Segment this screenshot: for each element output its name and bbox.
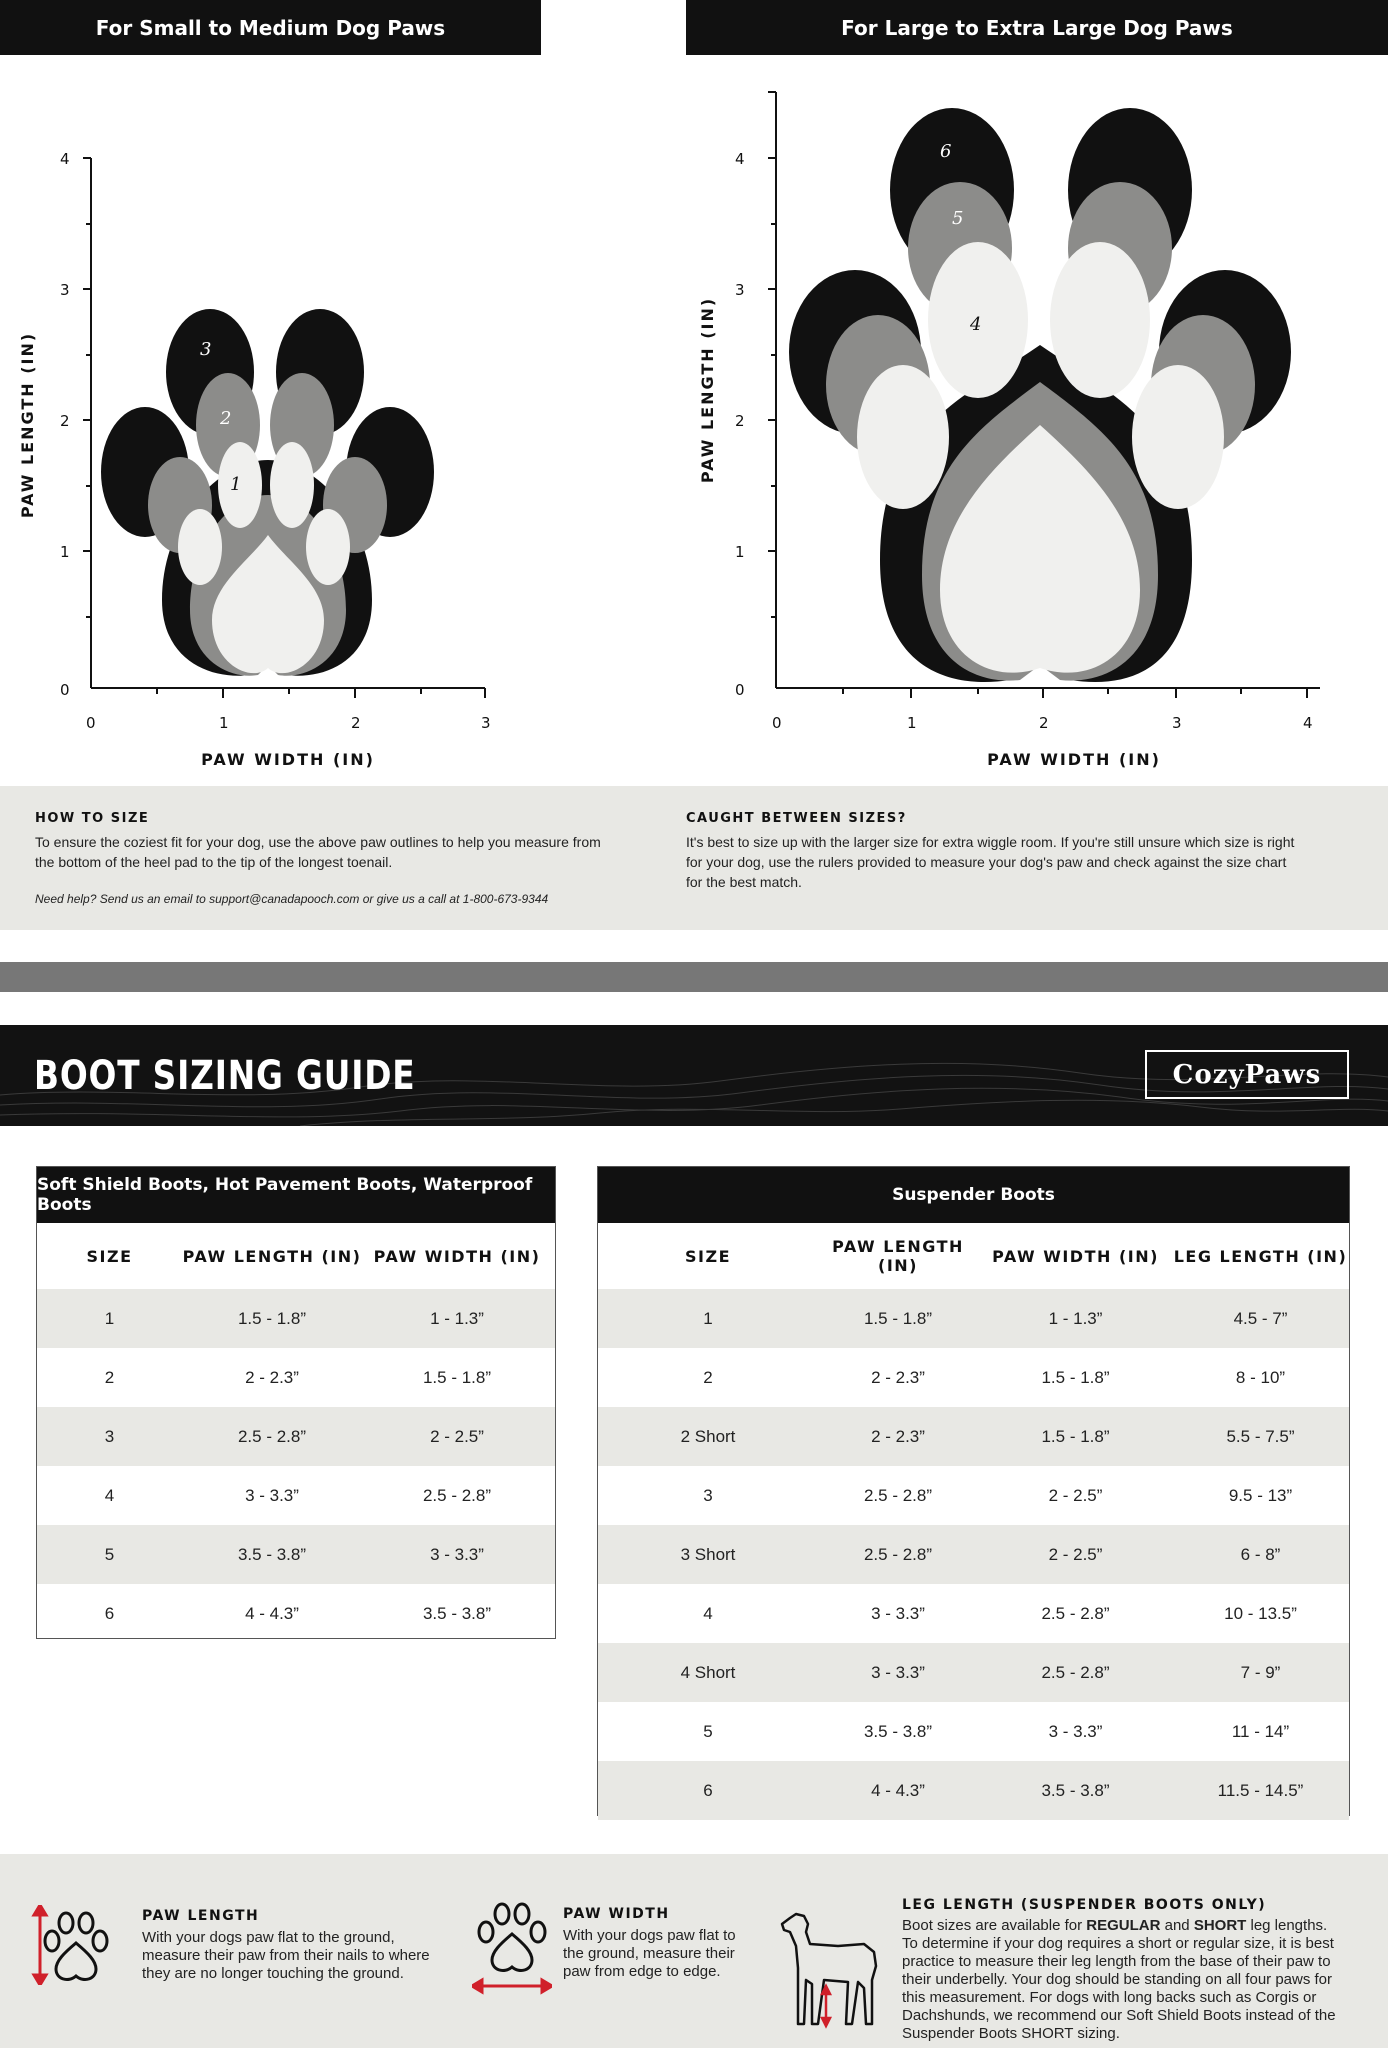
toe-outer-left-1 bbox=[178, 509, 222, 585]
leg-length-line2: practice to measure their leg length from the base of their paw to bbox=[902, 1953, 1331, 1970]
column-header: SIZE bbox=[86, 1246, 133, 1266]
paw-width-cell: 1.5 - 1.8” bbox=[1041, 1367, 1110, 1387]
paw-width-cell: 3 - 3.3” bbox=[1048, 1721, 1103, 1741]
column-header: LEG LENGTH (IN) bbox=[1173, 1246, 1348, 1266]
x-tick-label: 3 bbox=[1172, 714, 1182, 732]
table-row bbox=[598, 1584, 1349, 1643]
y-axis-title: PAW LENGTH (IN) bbox=[18, 331, 37, 519]
paw-length-heading: PAW LENGTH bbox=[142, 1908, 260, 1924]
paw-width-line3: paw from edge to edge. bbox=[563, 1963, 721, 1980]
brand-name: CozyPaws bbox=[1172, 1059, 1322, 1090]
paw-length-cell: 1.5 - 1.8” bbox=[863, 1308, 933, 1328]
table-row bbox=[598, 1407, 1349, 1466]
leg-length-line4: this measurement. For dogs with long backs such as Corgis or bbox=[902, 1989, 1317, 2006]
paw-width-cell: 2.5 - 2.8” bbox=[1041, 1662, 1110, 1682]
table-row bbox=[598, 1348, 1349, 1407]
size-label-6: 6 bbox=[940, 141, 952, 162]
leg-length-intro-end: leg lengths. bbox=[1246, 1917, 1328, 1934]
large-paw-outlines bbox=[789, 108, 1291, 682]
leg-length-cell: 6 - 8” bbox=[1240, 1544, 1281, 1564]
leg-length-cell: 5.5 - 7.5” bbox=[1226, 1426, 1295, 1446]
table-row bbox=[598, 1289, 1349, 1348]
paw-width-cell: 2.5 - 2.8” bbox=[422, 1485, 492, 1505]
paw-length-cell: 3 - 3.3” bbox=[871, 1662, 925, 1682]
column-header: PAW WIDTH (IN) bbox=[992, 1246, 1159, 1266]
size-label-5: 5 bbox=[952, 208, 964, 229]
size-cell: 2 Short bbox=[680, 1426, 736, 1446]
size-label-2: 2 bbox=[220, 408, 232, 429]
x-tick-label: 0 bbox=[772, 714, 782, 732]
y-tick-label: 4 bbox=[60, 150, 70, 168]
divider-strip bbox=[0, 962, 1388, 992]
toe-outer-right-1 bbox=[306, 509, 350, 585]
y-tick-label: 4 bbox=[735, 150, 745, 168]
paw-width-cell: 1.5 - 1.8” bbox=[422, 1367, 492, 1387]
brand-logo bbox=[1145, 1050, 1349, 1099]
leg-length-heading: LEG LENGTH (SUSPENDER BOOTS ONLY) bbox=[902, 1897, 1267, 1913]
size-cell: 2 bbox=[703, 1367, 713, 1387]
large-paw-chart bbox=[686, 60, 1388, 780]
suspender-size-table bbox=[597, 1166, 1350, 1816]
toe-outer-right-4 bbox=[1132, 365, 1224, 509]
paw-width-cell: 2 - 2.5” bbox=[430, 1426, 484, 1446]
table-row bbox=[37, 1289, 555, 1348]
size-cell: 1 bbox=[703, 1308, 713, 1328]
leg-length-intro bbox=[902, 1917, 1327, 1935]
paw-length-cell: 3.5 - 3.8” bbox=[237, 1544, 307, 1564]
y-tick-label: 0 bbox=[735, 681, 745, 699]
between-sizes-heading: CAUGHT BETWEEN SIZES? bbox=[686, 811, 907, 826]
y-tick-label: 2 bbox=[735, 412, 745, 430]
help-contact-note: Need help? Send us an email to support@canadapooch.com or give us a call at 1-800-673-9344 bbox=[35, 892, 549, 906]
paw-length-cell: 2.5 - 2.8” bbox=[863, 1544, 933, 1564]
paw-length-line1: With your dogs paw flat to the ground, bbox=[142, 1929, 395, 1946]
soft-shield-size-table bbox=[36, 1166, 556, 1639]
table-row bbox=[598, 1525, 1349, 1584]
table-title-text: Suspender Boots bbox=[892, 1185, 1055, 1205]
guide-title: BOOT SIZING GUIDE bbox=[34, 1053, 416, 1099]
y-tick-label: 3 bbox=[60, 281, 70, 299]
paw-width-cell: 3 - 3.3” bbox=[430, 1544, 484, 1564]
large-x-ticks bbox=[843, 688, 1307, 698]
x-tick-label: 2 bbox=[1039, 714, 1049, 732]
small-chart-header-text: For Small to Medium Dog Paws bbox=[95, 15, 446, 40]
paw-length-cell: 2 - 2.3” bbox=[871, 1367, 925, 1387]
table-row bbox=[37, 1407, 555, 1466]
x-tick-label: 4 bbox=[1303, 714, 1313, 732]
leg-length-cell: 9.5 - 13” bbox=[1228, 1485, 1293, 1505]
leg-length-cell: 8 - 10” bbox=[1235, 1367, 1286, 1387]
size-cell: 4 bbox=[703, 1603, 713, 1623]
size-cell: 3 bbox=[703, 1485, 713, 1505]
size-label-3: 3 bbox=[200, 339, 212, 360]
how-to-size-line2: the bottom of the heel pad to the tip of the longest toenail. bbox=[35, 854, 393, 870]
paw-length-cell: 3 - 3.3” bbox=[871, 1603, 925, 1623]
paw-length-cell: 4 - 4.3” bbox=[871, 1780, 925, 1800]
size-cell: 2 bbox=[104, 1367, 115, 1387]
table-title bbox=[598, 1167, 1349, 1223]
small-x-ticks bbox=[157, 688, 485, 698]
y-tick-label: 0 bbox=[60, 681, 70, 699]
table-row bbox=[37, 1348, 555, 1407]
toe-inner-right-4 bbox=[1050, 242, 1150, 398]
how-to-size-line1: To ensure the coziest fit for your dog, use the above paw outlines to help you measure from bbox=[35, 834, 601, 850]
leg-length-cell: 11.5 - 14.5” bbox=[1217, 1780, 1304, 1800]
size-cell: 6 bbox=[104, 1603, 115, 1623]
table-row bbox=[598, 1702, 1349, 1761]
toe-outer-left-4 bbox=[857, 365, 949, 509]
paw-width-cell: 2 - 2.5” bbox=[1048, 1485, 1103, 1505]
column-header: PAW LENGTH (IN) bbox=[832, 1237, 964, 1275]
x-tick-label: 3 bbox=[481, 714, 491, 732]
small-chart-header bbox=[0, 0, 541, 55]
size-cell: 3 Short bbox=[680, 1544, 736, 1564]
paw-length-cell: 1.5 - 1.8” bbox=[237, 1308, 307, 1328]
table-title bbox=[37, 1167, 555, 1223]
table-row bbox=[598, 1761, 1349, 1820]
y-tick-label: 2 bbox=[60, 412, 70, 430]
short-label: SHORT bbox=[1193, 1917, 1247, 1934]
small-paw-outlines bbox=[101, 309, 434, 676]
column-header: PAW WIDTH (IN) bbox=[373, 1246, 541, 1266]
paw-length-icon bbox=[30, 1905, 125, 1985]
boot-sizing-banner bbox=[0, 1025, 1388, 1126]
paw-width-icon bbox=[472, 1900, 552, 1995]
toe-inner-right-1 bbox=[270, 442, 314, 528]
paw-length-cell: 3.5 - 3.8” bbox=[863, 1721, 933, 1741]
size-cell: 4 Short bbox=[680, 1662, 736, 1682]
y-tick-label: 3 bbox=[735, 281, 745, 299]
table-header-row bbox=[37, 1223, 555, 1289]
x-axis-title: PAW WIDTH (IN) bbox=[987, 750, 1161, 769]
table-header-row bbox=[598, 1223, 1349, 1289]
leg-length-line5: Dachshunds, we recommend our Soft Shield Boots instead of the bbox=[902, 2007, 1336, 2024]
x-tick-label: 2 bbox=[351, 714, 361, 732]
leg-length-cell: 4.5 - 7” bbox=[1233, 1308, 1288, 1328]
size-cell: 3 bbox=[104, 1426, 115, 1446]
paw-width-cell: 3.5 - 3.8” bbox=[1041, 1780, 1110, 1800]
size-cell: 5 bbox=[104, 1544, 115, 1564]
paw-length-line2: measure their paw from their nails to where bbox=[142, 1947, 430, 1964]
x-tick-label: 0 bbox=[86, 714, 96, 732]
table-row bbox=[37, 1466, 555, 1525]
small-y-ticks bbox=[83, 158, 91, 617]
leg-length-line3: their underbelly. Your dog should be standing on all four paws for bbox=[902, 1971, 1333, 1988]
paw-width-cell: 1.5 - 1.8” bbox=[1041, 1426, 1110, 1446]
column-header: PAW LENGTH (IN) bbox=[182, 1246, 362, 1266]
x-tick-label: 1 bbox=[219, 714, 229, 732]
paw-width-cell: 2 - 2.5” bbox=[1048, 1544, 1103, 1564]
size-label-1: 1 bbox=[230, 474, 242, 495]
between-sizes-line1: It's best to size up with the larger size for extra wiggle room. If you're still unsure which size is right bbox=[686, 834, 1295, 850]
y-tick-label: 1 bbox=[735, 543, 745, 561]
x-axis-title: PAW WIDTH (IN) bbox=[201, 750, 375, 769]
leg-length-cell: 11 - 14” bbox=[1231, 1721, 1290, 1741]
paw-width-cell: 1 - 1.3” bbox=[430, 1308, 484, 1328]
paw-length-cell: 2 - 2.3” bbox=[871, 1426, 925, 1446]
large-y-ticks bbox=[768, 92, 776, 617]
paw-width-heading: PAW WIDTH bbox=[563, 1906, 670, 1922]
leg-length-line1: To determine if your dog requires a short or regular size, it is best bbox=[902, 1935, 1334, 1952]
how-to-size-heading: HOW TO SIZE bbox=[35, 811, 150, 826]
regular-label: REGULAR bbox=[1086, 1917, 1161, 1934]
large-chart-header-text: For Large to Extra Large Dog Paws bbox=[841, 15, 1233, 40]
leg-length-cell: 10 - 13.5” bbox=[1224, 1603, 1297, 1623]
leg-length-line6: Suspender Boots SHORT sizing. bbox=[902, 2025, 1120, 2042]
table-row bbox=[598, 1466, 1349, 1525]
table-row bbox=[37, 1525, 555, 1584]
and-text: and bbox=[1160, 1917, 1194, 1934]
table-row bbox=[37, 1584, 555, 1643]
paw-length-cell: 2 - 2.3” bbox=[245, 1367, 299, 1387]
paw-width-cell: 2.5 - 2.8” bbox=[1041, 1603, 1110, 1623]
between-sizes-line3: for the best match. bbox=[686, 874, 802, 890]
size-cell: 1 bbox=[104, 1308, 115, 1328]
paw-length-cell: 2.5 - 2.8” bbox=[863, 1485, 933, 1505]
x-tick-label: 1 bbox=[907, 714, 917, 732]
paw-width-cell: 1 - 1.3” bbox=[1048, 1308, 1103, 1328]
y-tick-label: 1 bbox=[60, 543, 70, 561]
dog-leg-length-icon bbox=[778, 1910, 883, 2035]
paw-length-cell: 3 - 3.3” bbox=[245, 1485, 299, 1505]
column-header: SIZE bbox=[684, 1246, 731, 1266]
paw-width-line2: the ground, measure their bbox=[563, 1945, 735, 1962]
size-cell: 4 bbox=[104, 1485, 115, 1505]
paw-width-line1: With your dogs paw flat to bbox=[563, 1927, 736, 1944]
between-sizes-line2: for your dog, use the rulers provided to measure your dog's paw and check against the size chart bbox=[686, 854, 1287, 870]
size-cell: 6 bbox=[703, 1780, 713, 1800]
y-axis-title: PAW LENGTH (IN) bbox=[698, 296, 717, 484]
paw-length-line3: they are no longer touching the ground. bbox=[142, 1965, 404, 1982]
size-label-4: 4 bbox=[970, 314, 982, 335]
leg-length-intro-text: Boot sizes are available for bbox=[902, 1917, 1087, 1934]
paw-length-cell: 2.5 - 2.8” bbox=[237, 1426, 307, 1446]
paw-length-cell: 4 - 4.3” bbox=[245, 1603, 299, 1623]
paw-width-cell: 3.5 - 3.8” bbox=[422, 1603, 492, 1623]
small-paw-chart bbox=[0, 60, 540, 780]
table-row bbox=[598, 1643, 1349, 1702]
leg-length-cell: 7 - 9” bbox=[1240, 1662, 1281, 1682]
large-chart-header bbox=[686, 0, 1388, 55]
table-title-text: Soft Shield Boots, Hot Pavement Boots, Waterproof Boots bbox=[37, 1175, 533, 1215]
size-cell: 5 bbox=[703, 1721, 713, 1741]
